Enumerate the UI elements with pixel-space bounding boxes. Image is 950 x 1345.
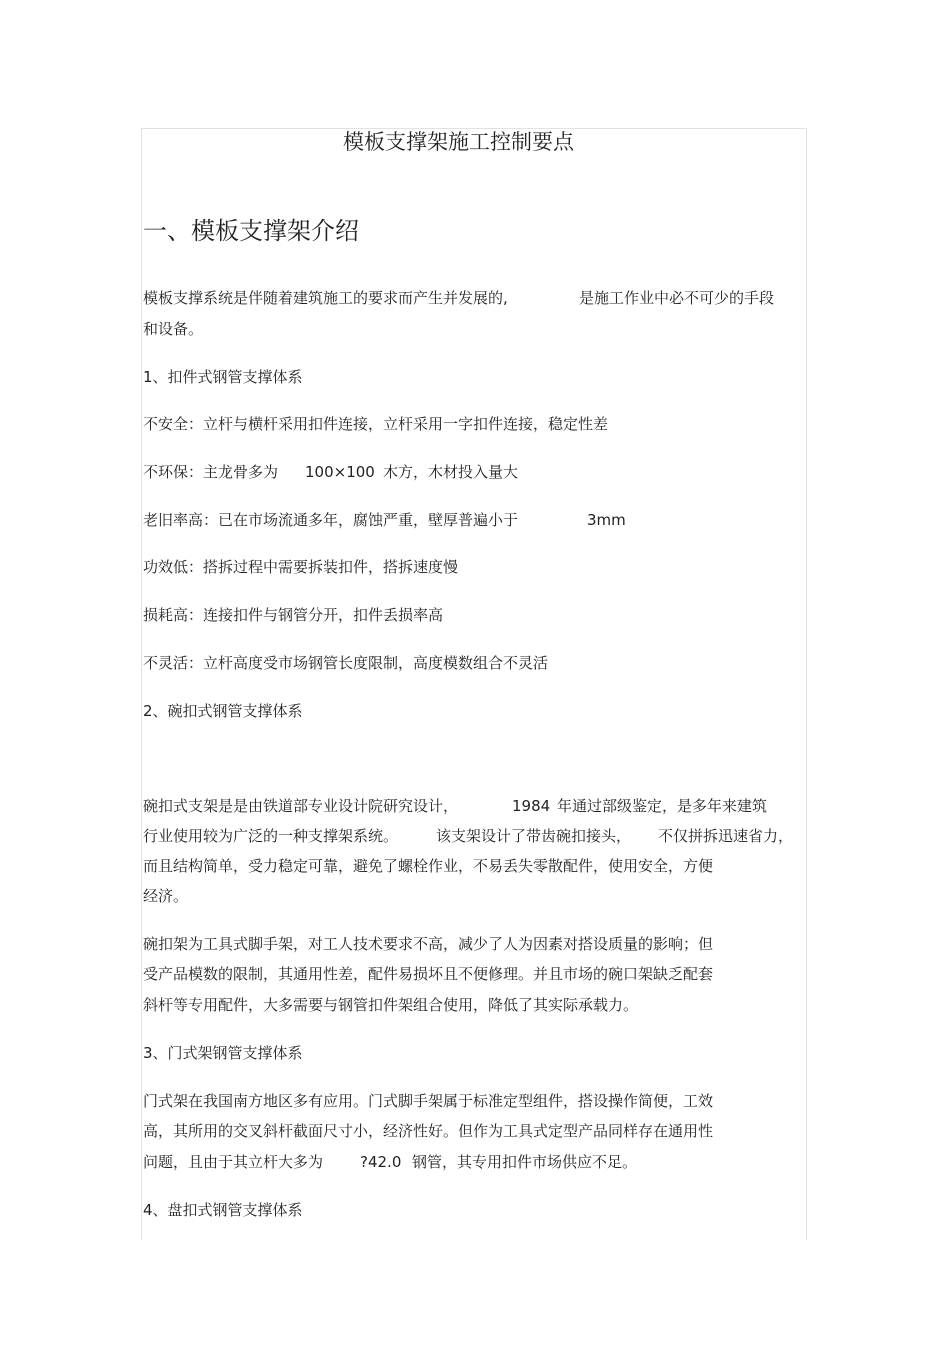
subsection-heading-1: 1、扣件式钢管支撑体系 [143, 368, 303, 386]
intro-line-2: 和设备。 [143, 320, 204, 338]
paragraph-line: 钢管，其专用扣件市场供应不足。 [412, 1153, 638, 1171]
list-item: 功效低：搭拆过程中需要拆装扣件，搭拆速度慢 [143, 558, 459, 576]
list-item: 不安全：立杆与横杆采用扣件连接，立杆采用一字扣件连接，稳定性差 [143, 415, 609, 433]
list-item-value: 100×100 [305, 463, 375, 481]
paragraph-value: ?42.0 [360, 1153, 402, 1171]
paragraph-line: 行业使用较为广泛的一种支撑架系统。 [143, 827, 399, 845]
paragraph-line: 而且结构简单，受力稳定可靠，避免了螺栓作业，不易丢失零散配件，使用安全，方便 [143, 857, 714, 875]
document-title: 模板支撑架施工控制要点 [343, 130, 574, 154]
paragraph-line: 受产品模数的限制，其通用性差，配件易损坏且不便修理。并且市场的碗口架缺乏配套 [143, 965, 714, 983]
paragraph-line: 问题，且由于其立杆大多为 [143, 1153, 324, 1171]
subsection-heading-2: 2、碗扣式钢管支撑体系 [143, 702, 303, 720]
subsection-heading-4: 4、盘扣式钢管支撑体系 [143, 1201, 303, 1219]
list-item: 不环保：主龙骨多为 [143, 463, 279, 481]
intro-line-1b: 是施工作业中必不可少的手段 [579, 289, 775, 307]
list-item-value: 3mm [587, 511, 626, 529]
paragraph-line: 该支架设计了带齿碗扣接头， [436, 827, 632, 845]
paragraph-line: 碗扣架为工具式脚手架，对工人技术要求不高，减少了人为因素对搭设质量的影响；但 [143, 935, 714, 953]
page-frame-right [806, 128, 807, 1240]
paragraph-line: 门式架在我国南方地区多有应用。门式脚手架属于标准定型组件，搭设操作简便，工效 [143, 1092, 714, 1110]
subsection-heading-3: 3、门式架钢管支撑体系 [143, 1044, 303, 1062]
section-heading-1: 一、模板支撑架介绍 [143, 217, 359, 245]
intro-line-1a: 模板支撑系统是伴随着建筑施工的要求而产生并发展的, [143, 289, 508, 307]
paragraph-line: 不仅拼拆迅速省力， [658, 827, 794, 845]
list-item: 不灵活：立杆高度受市场钢管长度限制，高度模数组合不灵活 [143, 654, 549, 672]
paragraph-value: 1984 [512, 797, 551, 815]
paragraph-line: 碗扣式支架是是由铁道部专业设计院研究设计， [143, 797, 459, 815]
list-item: 老旧率高：已在市场流通多年，腐蚀严重，壁厚普遍小于 [143, 511, 519, 529]
paragraph-line: 斜杆等专用配件，大多需要与钢管扣件架组合使用，降低了其实际承载力。 [143, 996, 639, 1014]
paragraph-line: 经济。 [143, 887, 189, 905]
paragraph-line: 高，其所用的交叉斜杆截面尺寸小，经济性好。但作为工具式定型产品同样存在通用性 [143, 1122, 714, 1140]
list-item-tail: 木方，木材投入量大 [383, 463, 519, 481]
page-frame-left [141, 128, 142, 1240]
list-item: 损耗高：连接扣件与钢管分开，扣件丢损率高 [143, 606, 444, 624]
paragraph-line: 年通过部级鉴定，是多年来建筑 [557, 797, 768, 815]
